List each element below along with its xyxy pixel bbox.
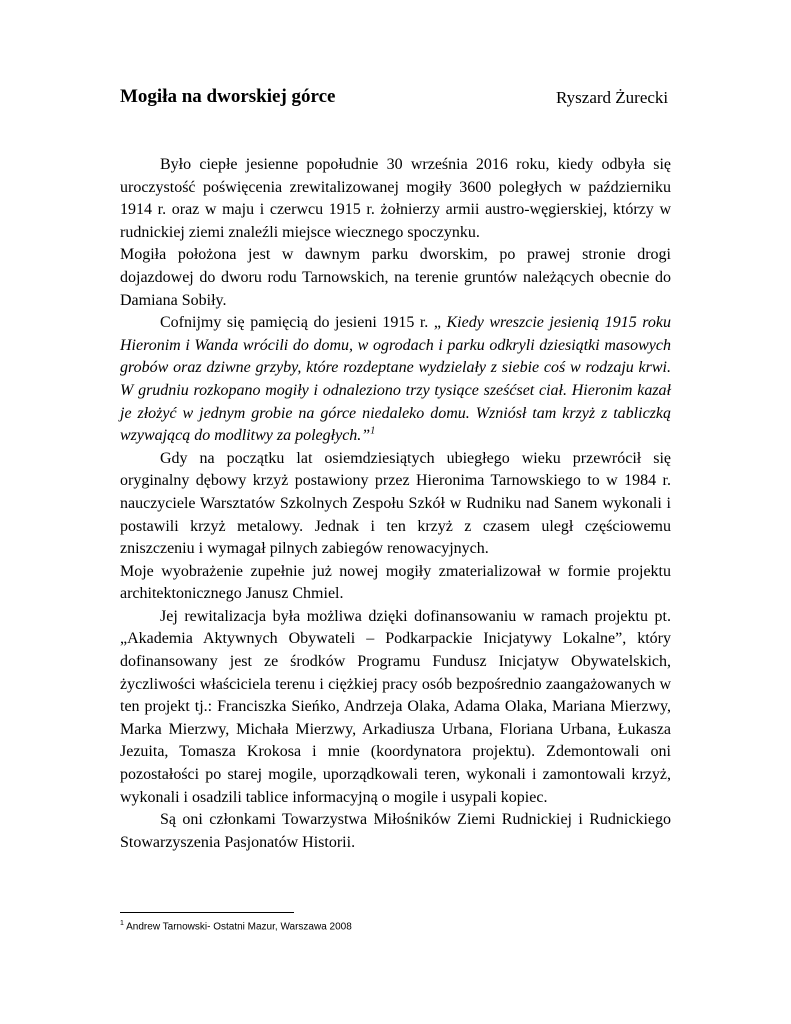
author-name: Ryszard Żurecki <box>556 88 669 107</box>
paragraph-4: Gdy na początku lat osiemdziesiątych ubiegłego wieku przewrócił się oryginalny dębowy krzyż postawiony przez Hieronima Tarnowskiego to w 1984 r. nauczyciele Warsztatów Szkolnych Zespołu Szkół w Rudniku nad Sanem wykonali i postawili krzyż metalowy. Jednak i ten krzyż z czasem uległ częściowemu zniszczeniu i wymagał pilnych zabiegów renowacyjnych. <box>120 449 671 558</box>
paragraph-5: Moje wyobrażenie zupełnie już nowej mogiły zmaterializował w formie projektu architektonicznego Janusz Chmiel. <box>120 562 671 603</box>
page-title: Mogiła na dworskiej górce <box>120 86 336 107</box>
footnote-number: 1 <box>120 920 124 927</box>
paragraph-3 <box>120 312 671 448</box>
paragraph-3-lead: Cofnijmy się pamięcią do jesieni 1915 r. „ <box>160 314 447 332</box>
footnote-text: Andrew Tarnowski- Ostatni Mazur, Warszawa 2008 <box>123 921 352 933</box>
footnote <box>120 920 352 932</box>
paragraph-2: Mogiła położona jest w dawnym parku dworskim, po prawej stronie drogi dojazdowej do dworu rodu Tarnowskich, na terenie gruntów należących obecnie do Damiana Sobiły. <box>120 246 671 309</box>
historical-quote: Kiedy wreszcie jesienią 1915 roku Hieronim i Wanda wrócili do domu, w ogrodach i parku odkryli dziesiątki masowych grobów oraz dziwne grzyby, które rozdeptane wydzielały z siebie coś w rodzaju krwi. W grudniu rozkopano mogiły i odnaleziono trzy tysiące sześćset ciał. Hieronim kazał je złożyć w jednym grobie na górce niedaleko domu. Wzniósł tam krzyż z tabliczką wzywającą do modlitwy za poległych.” <box>120 314 671 445</box>
paragraph-7: Są oni członkami Towarzystwa Miłośników Ziemi Rudnickiej i Rudnickiego Stowarzyszenia Pasjonatów Historii. <box>120 811 671 851</box>
footnote-separator <box>120 912 294 913</box>
paragraph-6: Jej rewitalizacja była możliwa dzięki dofinansowaniu w ramach projektu pt. „Akademia Aktywnych Obywateli – Podkarpackie Inicjatywy Lokalne”, który dofinansowany jest ze środków Programu Fundusz Inicjatyw Obywatelskich, życzliwości właściciela terenu i ciężkiej pracy osób bezpośrednio zaangażowanych w ten projekt tj.: Franciszka Sieńko, Andrzeja Olaka, Adama Olaka, Mariana Mierzwy, Marka Mierzwy, Michała Mierzwy, Arkadiusza Urbana, Floriana Urbana, Łukasza Jezuita, Tomasza Krokosa i mnie (koordynatora projektu). Zdemontowali oni pozostałości po starej mogile, uporządkowali teren, wykonali i zamontowali krzyż, wykonali i osadzili tablice informacyjną o mogile i usypali kopiec. <box>120 607 671 806</box>
footnote-reference[interactable]: 1 <box>370 425 376 437</box>
article-body <box>120 154 671 854</box>
paragraph-1: Było ciepłe jesienne popołudnie 30 września 2016 roku, kiedy odbyła się uroczystość poświęcenia zrewitalizowanej mogiły 3600 poległych w październiku 1914 r. oraz w maju i czerwcu 1915 r. żołnierzy armii austro-węgierskiej, którzy w rudnickiej ziemi znaleźli miejsce wiecznego spoczynku. <box>120 156 671 241</box>
